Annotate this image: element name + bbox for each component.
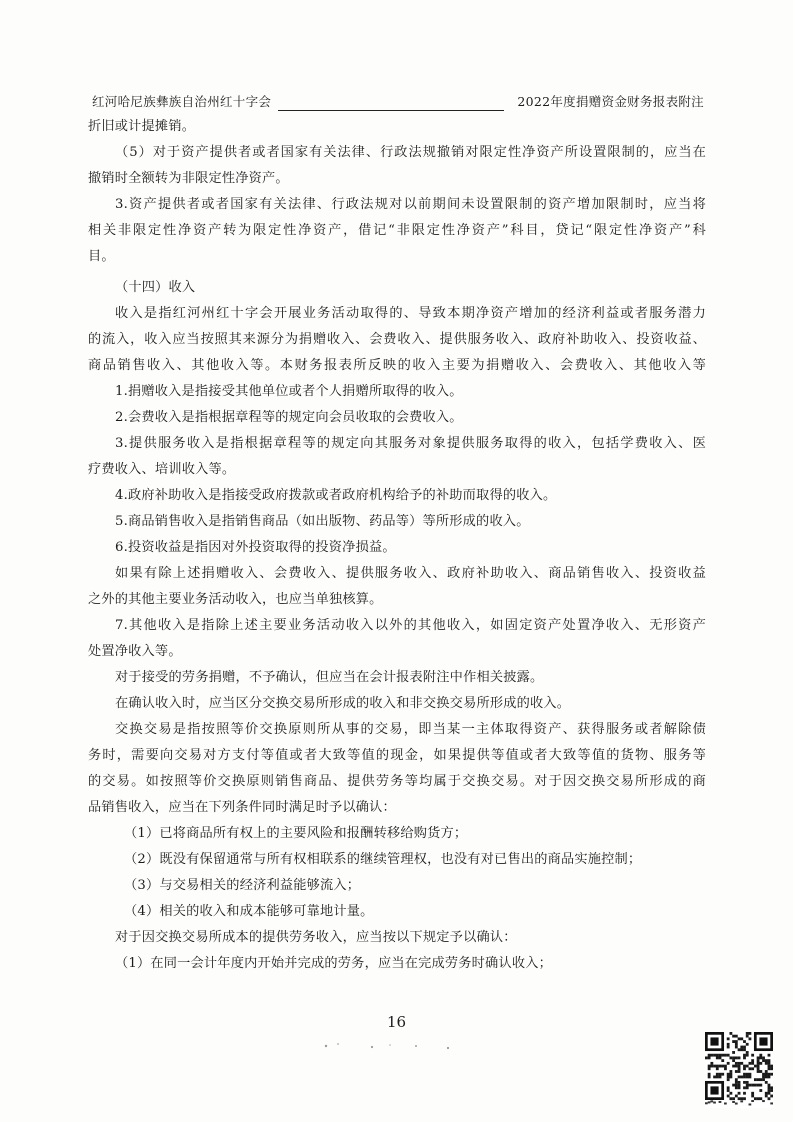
header-doc-title: 2022年度捐赠资金财务报表附注: [517, 94, 704, 109]
text-line: 在确认收入时，应当区分交换交易所形成的收入和非交换交易所形成的收入。: [115, 696, 571, 711]
text-line: （3）与交易相关的经济利益能够流入；: [124, 878, 361, 893]
text-line: 相关非限定性净资产转为限定性净资产，借记“非限定性净资产”科目，贷记“限定性净资产”科: [88, 223, 706, 238]
page-number: 16: [386, 1013, 407, 1031]
text-line: 对于因交换交易所成本的提供劳务收入，应当按以下规定予以确认：: [115, 930, 517, 945]
text-line: 交换交易是指按照等价交换原则所从事的交易，即当某一主体取得资产、获得服务或者解除债: [115, 722, 706, 737]
text-line: 2.会费收入是指根据章程等的规定向会员收取的会费收入。: [115, 410, 463, 425]
text-line: 折旧或计提摊销。: [88, 119, 196, 134]
text-line: （十四）收入: [115, 280, 196, 295]
text-line: 5.商品销售收入是指销售商品（如出版物、药品等）等所形成的收入。: [115, 514, 530, 529]
page-header: [92, 90, 704, 112]
text-line: 撤销时全额转为非限定性净资产。: [88, 171, 289, 186]
text-line: 1.捐赠收入是指接受其他单位或者个人捐赠所取得的收入。: [115, 384, 463, 399]
text-line: （2）既没有保留通常与所有权相联系的继续管理权，也没有对已售出的商品实施控制；: [124, 852, 642, 867]
text-line: （1）在同一会计年度内开始并完成的劳务，应当在完成劳务时确认收入；: [115, 956, 552, 971]
text-line: 3.提供服务收入是指根据章程等的规定向其服务对象提供服务取得的收入，包括学费收入、医: [115, 436, 706, 451]
text-line: 3.资产提供者或者国家有关法律、行政法规对以前期间未设置限制的资产增加限制时，应当将: [115, 197, 706, 212]
text-line: 的交易。如按照等价交换原则销售商品、提供劳务等均属于交换交易。对于因交换交易所形成的商: [88, 774, 706, 789]
text-line: 的流入，收入应当按照其来源分为捐赠收入、会费收入、提供服务收入、政府补助收入、投资收益、: [88, 332, 706, 347]
text-line: 品销售收入，应当在下列条件同时满足时予以确认：: [88, 800, 396, 815]
text-line: 处置净收入等。: [88, 644, 182, 659]
text-line: 商品销售收入、其他收入等。本财务报表所反映的收入主要为捐赠收入、会费收入、其他收入等: [88, 358, 706, 373]
text-line: 4.政府补助收入是指接受政府拨款或者政府机构给予的补助而取得的收入。: [115, 488, 557, 503]
header-org-name: 红河哈尼族彝族自治州红十字会: [92, 94, 272, 109]
text-line: 目。: [88, 249, 115, 264]
text-line: 6.投资收益是指因对外投资取得的投资净损益。: [115, 540, 396, 555]
qr-code-icon: [705, 1032, 773, 1108]
text-line: 疗费收入、培训收入等。: [88, 462, 236, 477]
text-line: 务时，需要向交易对方支付等值或者大致等值的现金，如果提供等值或者大致等值的货物、服务等: [88, 748, 706, 763]
header-rule: [278, 110, 504, 111]
text-line: 之外的其他主要业务活动收入，也应当单独核算。: [88, 592, 383, 607]
text-line: 7.其他收入是指除上述主要业务活动收入以外的其他收入，如固定资产处置净收入、无形资产: [115, 618, 706, 633]
text-line: 如果有除上述捐赠收入、会费收入、提供服务收入、政府补助收入、商品销售收入、投资收益: [115, 566, 706, 581]
text-line: （5）对于资产提供者或者国家有关法律、行政法规撤销对限定性净资产所设置限制的，应当在: [115, 145, 706, 160]
text-line: （4）相关的收入和成本能够可靠地计量。: [124, 904, 374, 919]
text-line: （1）已将商品所有权上的主要风险和报酬转移给购货方；: [124, 826, 468, 841]
scan-specks: [320, 1040, 460, 1052]
text-line: 收入是指红河州红十字会开展业务活动取得的、导致本期净资产增加的经济利益或者服务潜力: [115, 306, 706, 321]
text-line: 对于接受的劳务捐赠，不予确认，但应当在会计报表附注中作相关披露。: [115, 670, 544, 685]
body-text: [88, 114, 706, 977]
